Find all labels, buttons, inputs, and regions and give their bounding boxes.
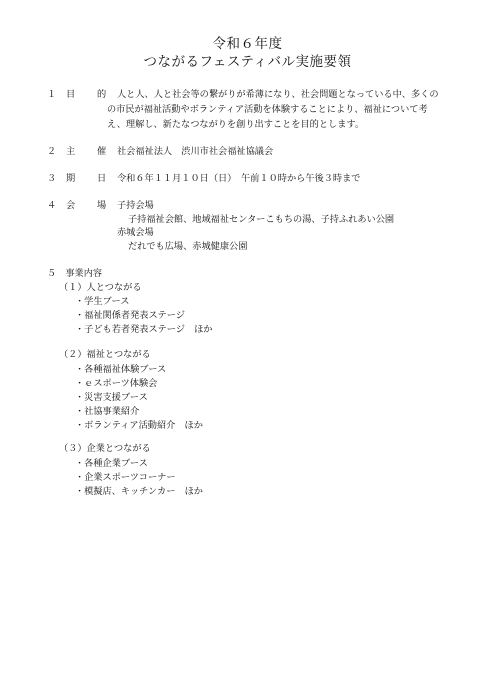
section-label-char: 主 — [66, 146, 76, 157]
program-heading: ５ 事業内容 — [47, 268, 103, 279]
program-item: ・社協事業紹介 — [75, 406, 140, 417]
program-item: ・学生ブース — [75, 296, 130, 307]
program-item: ・災害支援ブース — [75, 392, 148, 403]
program-item: ・各種企業ブース — [75, 458, 148, 469]
section-label-char: 日 — [97, 173, 107, 184]
purpose-text-line: の市民が福祉活動やボランティア活動を体験することにより、福祉について考 — [107, 104, 428, 115]
program-item: ・各種福祉体験ブース — [75, 364, 167, 375]
program-item: ・企業スポーツコーナー — [75, 472, 176, 483]
program-item: ・福祉関係者発表ステージ — [75, 310, 185, 321]
date-value: 令和６年１１月１０日（日） 午前１０時から午後３時まで — [117, 173, 361, 184]
venue-name: 子持会場 — [117, 200, 154, 211]
section-label-char: 期 — [66, 173, 76, 184]
program-group-title: （２）福祉とつながる — [59, 349, 151, 360]
program-item: ・子ども若者発表ステージ ほか — [75, 324, 213, 335]
purpose-text-line: え、理解し、新たなつながりを創り出すことを目的とします。 — [107, 119, 365, 130]
program-item: ・模擬店、キッチンカー ほか — [75, 486, 203, 497]
document-title-main: つながるフェスティバル実施要領 — [143, 54, 352, 70]
section-label-char: 目 — [66, 89, 76, 100]
purpose-text-line: 人と人、人と社会等の繋がりが希薄になり、社会問題となっている中、多くの — [117, 89, 439, 100]
section-number: １ — [47, 89, 57, 100]
program-group-title: （１）人とつながる — [59, 282, 142, 293]
venue-name: 赤城会場 — [117, 227, 154, 238]
section-label-char: 催 — [97, 146, 107, 157]
section-label-char: 場 — [97, 200, 107, 211]
venue-detail: 子持福祉会館、地域福祉センターこもちの湯、子持ふれあい公園 — [128, 214, 395, 225]
program-item: ・ボランティア活動紹介 ほか — [75, 420, 203, 431]
section-number: ４ — [47, 200, 57, 211]
section-label-char: 的 — [97, 89, 107, 100]
program-group-title: （３）企業とつながる — [59, 443, 151, 454]
section-label-char: 会 — [66, 200, 76, 211]
section-number: ２ — [47, 146, 57, 157]
document-title-year: 令和６年度 — [212, 36, 283, 52]
venue-detail: だれでも広場、赤城健康公園 — [128, 241, 248, 252]
program-item: ・ｅスポーツ体験会 — [75, 378, 158, 389]
organizer-value: 社会福祉法人 渋川市社会福祉協議会 — [117, 146, 274, 157]
section-number: ３ — [47, 173, 57, 184]
